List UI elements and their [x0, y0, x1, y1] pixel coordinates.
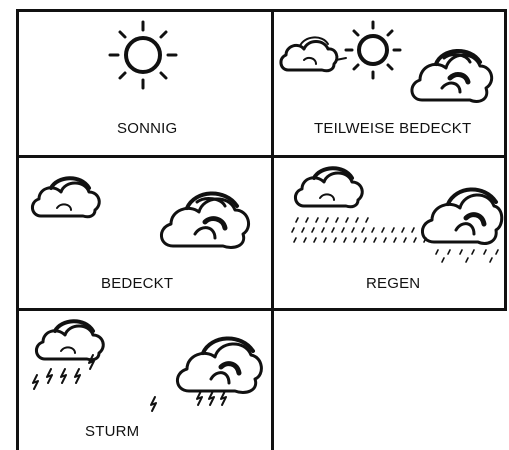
cell-sonnig	[19, 12, 271, 155]
storm-icon	[19, 311, 271, 450]
label-sonnig: SONNIG	[117, 120, 178, 137]
label-regen: REGEN	[366, 275, 421, 292]
label-bedeckt: BEDECKT	[101, 275, 174, 292]
cell-bedeckt	[19, 158, 271, 308]
cell-teilweise-bedeckt	[274, 12, 504, 155]
cell-sturm	[19, 311, 271, 450]
lightning-bolts	[33, 355, 226, 411]
cell-regen	[274, 158, 504, 308]
cell-empty	[274, 311, 504, 450]
label-sturm: STURM	[85, 423, 140, 440]
grid-border-right	[504, 9, 507, 309]
label-teilweise-bedeckt: TEILWEISE BEDECKT	[314, 120, 472, 137]
